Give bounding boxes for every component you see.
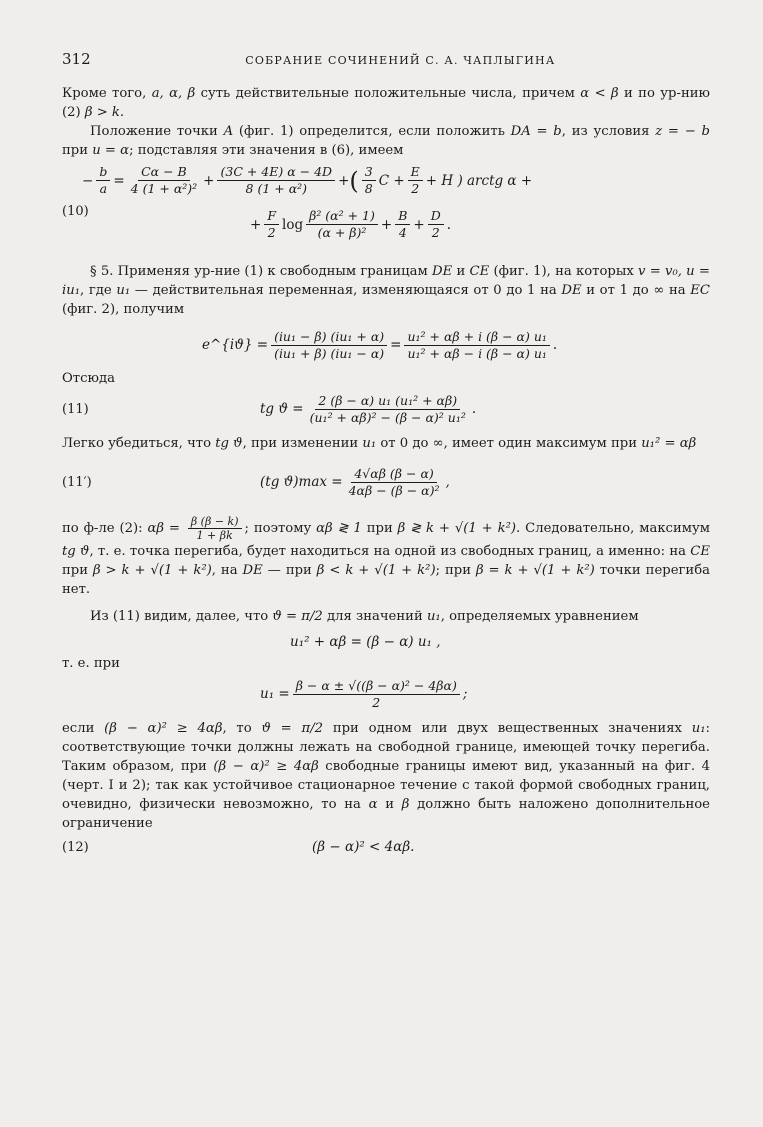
paragraph-4: Легко убедиться, что tg ϑ, при изменении u₁ от 0 до ∞, имеет один максимум при u₁² = αβ xyxy=(62,436,697,451)
equation-quadratic: u₁² + αβ = (β − α) u₁ , xyxy=(290,634,441,650)
equation-11-prime: (11′) (tg ϑ)max = $\frac{4√\alpha\beta (\beta - \alpha)}{\text{4αβ − (β − α)²}}$ , xyxy=(62,465,450,498)
page-number: 312 xyxy=(62,50,91,68)
equation-number-11-prime: (11′) xyxy=(62,474,92,490)
paragraph-2: Положение точки A (фиг. 1) определится, если положить DA = b, из условия z = − b при u = α; подставляя эти значения в (6), имеем xyxy=(62,124,710,158)
equation-number-10: (10) xyxy=(62,204,89,219)
running-title: СОБРАНИЕ СОЧИНЕНИЙ С. А. ЧАПЛЫГИНА xyxy=(245,54,556,67)
page xyxy=(62,50,710,859)
equation-12: (12) (β − α)² < 4αβ. xyxy=(62,839,415,855)
paragraph-6: Из (11) видим, далее, что ϑ = π/2 для значений u₁, определяемых уравнением xyxy=(90,609,639,624)
equation-11: (11) tg ϑ = $\frac{\text{2 (β − α) u₁ (u₁² + αβ)}}{\text{(u₁² + αβ)² − (β − α)² u₁²}}$ . xyxy=(62,392,477,425)
paragraph-7: если (β − α)² ≥ 4αβ, то ϑ = π/2 при одном или двух вещественных значениях u₁: соответствующие точки должны лежать на свободной границе, имеющей точку перегиба. Таким образом, при (β − α)² ≥ 4αβ свободные границы имеют вид, указанный на фиг. 4 (черт. I и 2); так как устойчивое стационарное течение с такой формой свободных границ, очевидно, физически невозможно, то на α и β должно быть наложено дополнительное ограничение xyxy=(62,721,710,831)
paragraph-3: § 5. Применяя ур-ние (1) к свободным границам DE и CE (фиг. 1), на которых v = v₀, u = iu₁, где u₁ — действительная переменная, изменяющаяся от 0 до 1 на DE и от 1 до ∞ на EC (фиг. 2), получим xyxy=(62,264,710,317)
equation-exp: e^{iϑ} = $\frac{\text{(iu₁ − β) (iu₁ + α)}}{\text{(iu₁ + β) (iu₁ − α)}}$ = $\frac{\text{u₁² + αβ + i (β − α) u₁}}{\text{u₁² + αβ − i (β − α) u₁}}$ . xyxy=(202,328,558,361)
page-header xyxy=(62,50,710,78)
text-otsyuda: Отсюда xyxy=(62,371,115,386)
paragraph-5: по ф-ле (2): αβ = $\frac{\beta (\beta - k)}{1 + \beta k}$ ; поэтому αβ ≷ 1 при β ≷ k + √(1 + k²). Следовательно, максимум tg ϑ, т. е. точка перегиба, будет находиться на одной из свободных границ, а именно: на CE при β > k + √(1 + k²), на DE — при β < k + √(1 + k²); при β = k + √(1 + k²) точки перегиба нет. xyxy=(62,515,711,597)
equation-number-11: (11) xyxy=(62,401,89,417)
equation-number-12: (12) xyxy=(62,839,89,855)
equation-10: − $\frac{b}{a}$ = $\frac{C\alpha - B}{\text{4 (1 + α²)²}}$ + $\frac{(3C + 4E) \alpha - 4D}{\text{8 (1 + α²)}}$ + ( $\frac{3}{8}$ C + $\frac{E}{2}$ + H ) arctg α + (10) + $\frac{F}{2}$ log $\frac{\text{β² (α² + 1)}}{\text{(α + β)²}}$ + $\frac{B}{4}$ + $\frac{D}{2}$ . xyxy=(62,164,533,240)
text-te-pri: т. е. при xyxy=(62,656,120,671)
equation-u1-roots: u₁ = $\frac{\text{β − α ± √((β − α)² − 4βα)}}{2}$ ; xyxy=(260,677,468,710)
paragraph-1: Кроме того, a, α, β суть действительные положительные числа, причем α < β и по ур-нию (2) β > k. xyxy=(62,86,711,120)
